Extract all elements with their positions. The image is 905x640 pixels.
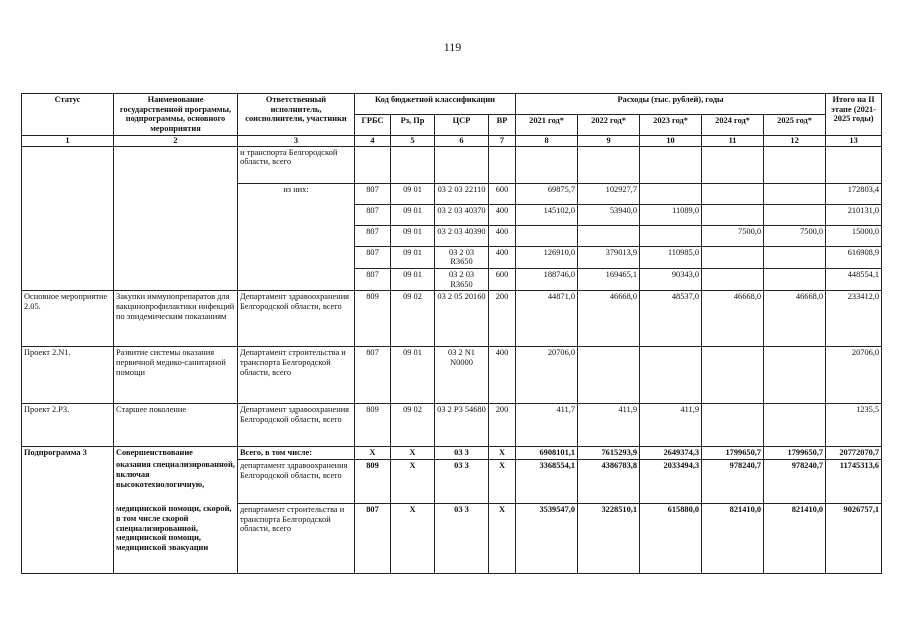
row-2025: 7500,0 — [764, 225, 826, 246]
row-responsible — [238, 225, 355, 246]
row-name — [114, 146, 238, 183]
row-2025 — [764, 347, 826, 404]
row-vr: 200 — [489, 291, 516, 347]
header-expenses: Расходы (тыс. рублей), годы — [516, 94, 826, 115]
row-csr: 03 2 P3 54680 — [435, 404, 489, 447]
row-grbs: 809 — [355, 404, 391, 447]
row-total: 11745313,6 — [826, 459, 882, 503]
col-number: 13 — [826, 135, 882, 146]
row-grbs: 807 — [355, 225, 391, 246]
row-responsible — [238, 246, 355, 268]
row-rzpr: 09 01 — [391, 183, 435, 204]
column-number-row — [22, 135, 882, 146]
row-total: 172803,4 — [826, 183, 882, 204]
row-2022: 169465,1 — [578, 268, 640, 290]
header-2025: 2025 год* — [764, 114, 826, 135]
table-row — [22, 404, 882, 447]
row-2022 — [578, 146, 640, 183]
col-number: 7 — [489, 135, 516, 146]
row-csr: 03 2 03 40370 — [435, 204, 489, 225]
row-csr: 03 3 — [435, 447, 489, 460]
row-grbs: 809 — [355, 459, 391, 503]
row-responsible: и транспорта Белгородской области, всего — [238, 146, 355, 183]
row-status: Основное мероприятие 2.05. — [22, 291, 114, 347]
row-grbs — [355, 146, 391, 183]
row-name: Закупки иммунопрепаратов для вакцинопрофилактики инфекций по эпидемическим показаниям — [114, 291, 238, 347]
header-2023: 2023 год* — [640, 114, 702, 135]
row-2021: 3539547,0 — [516, 503, 578, 573]
row-2024: 7500,0 — [702, 225, 764, 246]
row-total: 233412,0 — [826, 291, 882, 347]
row-2021: 188746,0 — [516, 268, 578, 290]
row-rzpr: 09 01 — [391, 204, 435, 225]
row-status — [22, 503, 114, 573]
row-total: 448554,1 — [826, 268, 882, 290]
row-2021: 69875,7 — [516, 183, 578, 204]
row-responsible: из них: — [238, 183, 355, 204]
header-budget-code: Код бюджетной классификации — [355, 94, 516, 115]
col-number: 8 — [516, 135, 578, 146]
row-csr: 03 3 — [435, 459, 489, 503]
row-vr: 400 — [489, 204, 516, 225]
row-total: 1235,5 — [826, 404, 882, 447]
row-2022 — [578, 347, 640, 404]
row-responsible — [238, 268, 355, 290]
row-2022: 7615293,9 — [578, 447, 640, 460]
row-rzpr: 09 01 — [391, 246, 435, 268]
row-csr: 03 3 — [435, 503, 489, 573]
row-2021: 6908101,1 — [516, 447, 578, 460]
row-vr: 400 — [489, 347, 516, 404]
row-2024 — [702, 246, 764, 268]
row-2025 — [764, 183, 826, 204]
header-responsible: Ответственный исполнитель, соисполнители, участники — [238, 94, 355, 136]
row-status — [22, 459, 114, 503]
row-name: Развитие системы оказания первичной медико-санитарной помощи — [114, 347, 238, 404]
row-2021: 3368554,1 — [516, 459, 578, 503]
row-csr — [435, 146, 489, 183]
header-rzpr: Рз, Пр — [391, 114, 435, 135]
row-csr: 03 2 05 20160 — [435, 291, 489, 347]
row-name — [114, 246, 238, 268]
row-name: медицинской помощи, скорой, в том числе скорой специализированной, медицинской помощи, медицинской эвакуации — [114, 503, 238, 573]
header-vr: ВР — [489, 114, 516, 135]
row-total: 9026757,1 — [826, 503, 882, 573]
col-number: 12 — [764, 135, 826, 146]
row-2023 — [640, 183, 702, 204]
row-2024 — [702, 146, 764, 183]
row-2023 — [640, 347, 702, 404]
col-number: 6 — [435, 135, 489, 146]
row-grbs: 809 — [355, 291, 391, 347]
row-2022: 102927,7 — [578, 183, 640, 204]
row-2024 — [702, 404, 764, 447]
row-2021 — [516, 146, 578, 183]
row-name — [114, 183, 238, 204]
row-grbs: 807 — [355, 503, 391, 573]
row-2025 — [764, 204, 826, 225]
row-2025 — [764, 268, 826, 290]
header-status: Статус — [22, 94, 114, 136]
row-2025: 1799650,7 — [764, 447, 826, 460]
col-number: 11 — [702, 135, 764, 146]
row-responsible: департамент строительства и транспорта Белгородской области, всего — [238, 503, 355, 573]
page-number: 119 — [443, 40, 462, 54]
row-rzpr: X — [391, 503, 435, 573]
row-2023: 2033494,3 — [640, 459, 702, 503]
row-vr: 600 — [489, 183, 516, 204]
row-responsible: Департамент здравоохранения Белгородской области, всего — [238, 291, 355, 347]
table-row — [22, 459, 882, 503]
row-2023: 48537,0 — [640, 291, 702, 347]
row-2024: 821410,0 — [702, 503, 764, 573]
col-number: 1 — [22, 135, 114, 146]
row-2023: 2649374,3 — [640, 447, 702, 460]
row-2023: 11089,0 — [640, 204, 702, 225]
row-2025 — [764, 246, 826, 268]
row-total: 15000,0 — [826, 225, 882, 246]
row-vr: X — [489, 447, 516, 460]
row-responsible — [238, 204, 355, 225]
header-2022: 2022 год* — [578, 114, 640, 135]
col-number: 5 — [391, 135, 435, 146]
row-responsible: департамент здравоохранения Белгородской области, всего — [238, 459, 355, 503]
row-total: 20706,0 — [826, 347, 882, 404]
header-grbs: ГРБС — [355, 114, 391, 135]
col-number: 3 — [238, 135, 355, 146]
row-vr: X — [489, 459, 516, 503]
row-rzpr: 09 01 — [391, 347, 435, 404]
row-2021: 20706,0 — [516, 347, 578, 404]
row-status — [22, 183, 114, 204]
row-2023 — [640, 146, 702, 183]
row-total: 616908,9 — [826, 246, 882, 268]
row-rzpr: X — [391, 459, 435, 503]
budget-table — [21, 93, 882, 574]
row-status: Проект 2.N1. — [22, 347, 114, 404]
row-status: Подпрограмма 3 — [22, 447, 114, 460]
row-name: оказания специализированной, включая высокотехнологичную, — [114, 459, 238, 503]
row-rzpr — [391, 146, 435, 183]
row-vr: 600 — [489, 268, 516, 290]
row-2022: 411,9 — [578, 404, 640, 447]
table-row — [22, 183, 882, 204]
table-row — [22, 268, 882, 290]
row-2024 — [702, 268, 764, 290]
row-csr: 03 2 03 22110 — [435, 183, 489, 204]
row-grbs: 807 — [355, 268, 391, 290]
row-rzpr: 09 01 — [391, 225, 435, 246]
row-name — [114, 204, 238, 225]
row-2023: 90343,0 — [640, 268, 702, 290]
row-status — [22, 246, 114, 268]
col-number: 9 — [578, 135, 640, 146]
row-2022: 379013,9 — [578, 246, 640, 268]
row-grbs: 807 — [355, 246, 391, 268]
row-2023: 110985,0 — [640, 246, 702, 268]
row-name — [114, 225, 238, 246]
row-2021: 126910,0 — [516, 246, 578, 268]
row-vr — [489, 146, 516, 183]
row-responsible: Департамент строительства и транспорта Белгородской области, всего — [238, 347, 355, 404]
row-2022: 4386783,8 — [578, 459, 640, 503]
row-2025: 978240,7 — [764, 459, 826, 503]
table-row — [22, 225, 882, 246]
row-csr: 03 2 03 R3650 — [435, 268, 489, 290]
row-2023: 615880,0 — [640, 503, 702, 573]
row-status — [22, 268, 114, 290]
row-2022: 53940,0 — [578, 204, 640, 225]
row-vr: 200 — [489, 404, 516, 447]
row-2021: 145102,0 — [516, 204, 578, 225]
row-2022: 46668,0 — [578, 291, 640, 347]
row-grbs: 807 — [355, 183, 391, 204]
row-2025: 821410,0 — [764, 503, 826, 573]
row-2023 — [640, 225, 702, 246]
table-row — [22, 503, 882, 573]
row-total — [826, 146, 882, 183]
row-csr: 03 2 03 R3650 — [435, 246, 489, 268]
row-vr: X — [489, 503, 516, 573]
row-2021: 44871,0 — [516, 291, 578, 347]
row-grbs: 807 — [355, 204, 391, 225]
row-csr: 03 2 N1 N0000 — [435, 347, 489, 404]
row-rzpr: X — [391, 447, 435, 460]
row-2025 — [764, 146, 826, 183]
row-status: Проект 2.P3. — [22, 404, 114, 447]
row-status — [22, 204, 114, 225]
row-2021: 411,7 — [516, 404, 578, 447]
row-grbs: 807 — [355, 347, 391, 404]
table-row — [22, 347, 882, 404]
row-responsible: Департамент здравоохранения Белгородской области, всего — [238, 404, 355, 447]
row-grbs: X — [355, 447, 391, 460]
row-vr: 400 — [489, 225, 516, 246]
row-name: Старшее поколение — [114, 404, 238, 447]
row-2024: 1799650,7 — [702, 447, 764, 460]
row-rzpr: 09 02 — [391, 404, 435, 447]
row-2025: 46668,0 — [764, 291, 826, 347]
table-row — [22, 146, 882, 183]
row-rzpr: 09 01 — [391, 268, 435, 290]
row-total: 20772070,7 — [826, 447, 882, 460]
col-number: 4 — [355, 135, 391, 146]
header-name: Наименование государственной программы, подпрограммы, основного мероприятия — [114, 94, 238, 136]
row-2024 — [702, 347, 764, 404]
row-status — [22, 146, 114, 183]
table-row — [22, 204, 882, 225]
row-2024 — [702, 204, 764, 225]
row-2021 — [516, 225, 578, 246]
col-number: 2 — [114, 135, 238, 146]
row-name: Совершенствование — [114, 447, 238, 460]
row-responsible: Всего, в том числе: — [238, 447, 355, 460]
row-2022: 3228510,1 — [578, 503, 640, 573]
header-2021: 2021 год* — [516, 114, 578, 135]
row-2022 — [578, 225, 640, 246]
row-vr: 400 — [489, 246, 516, 268]
table-row — [22, 447, 882, 460]
header-total: Итого на II этапе (2021-2025 годы) — [826, 94, 882, 136]
header-row-1 — [22, 94, 882, 115]
header-2024: 2024 год* — [702, 114, 764, 135]
table-row — [22, 246, 882, 268]
table-row — [22, 291, 882, 347]
col-number: 10 — [640, 135, 702, 146]
row-rzpr: 09 02 — [391, 291, 435, 347]
header-csr: ЦСР — [435, 114, 489, 135]
row-2024: 46668,0 — [702, 291, 764, 347]
row-total: 210131,0 — [826, 204, 882, 225]
row-status — [22, 225, 114, 246]
row-2024: 978240,7 — [702, 459, 764, 503]
row-csr: 03 2 03 40390 — [435, 225, 489, 246]
row-2023: 411,9 — [640, 404, 702, 447]
row-name — [114, 268, 238, 290]
row-2025 — [764, 404, 826, 447]
row-2024 — [702, 183, 764, 204]
